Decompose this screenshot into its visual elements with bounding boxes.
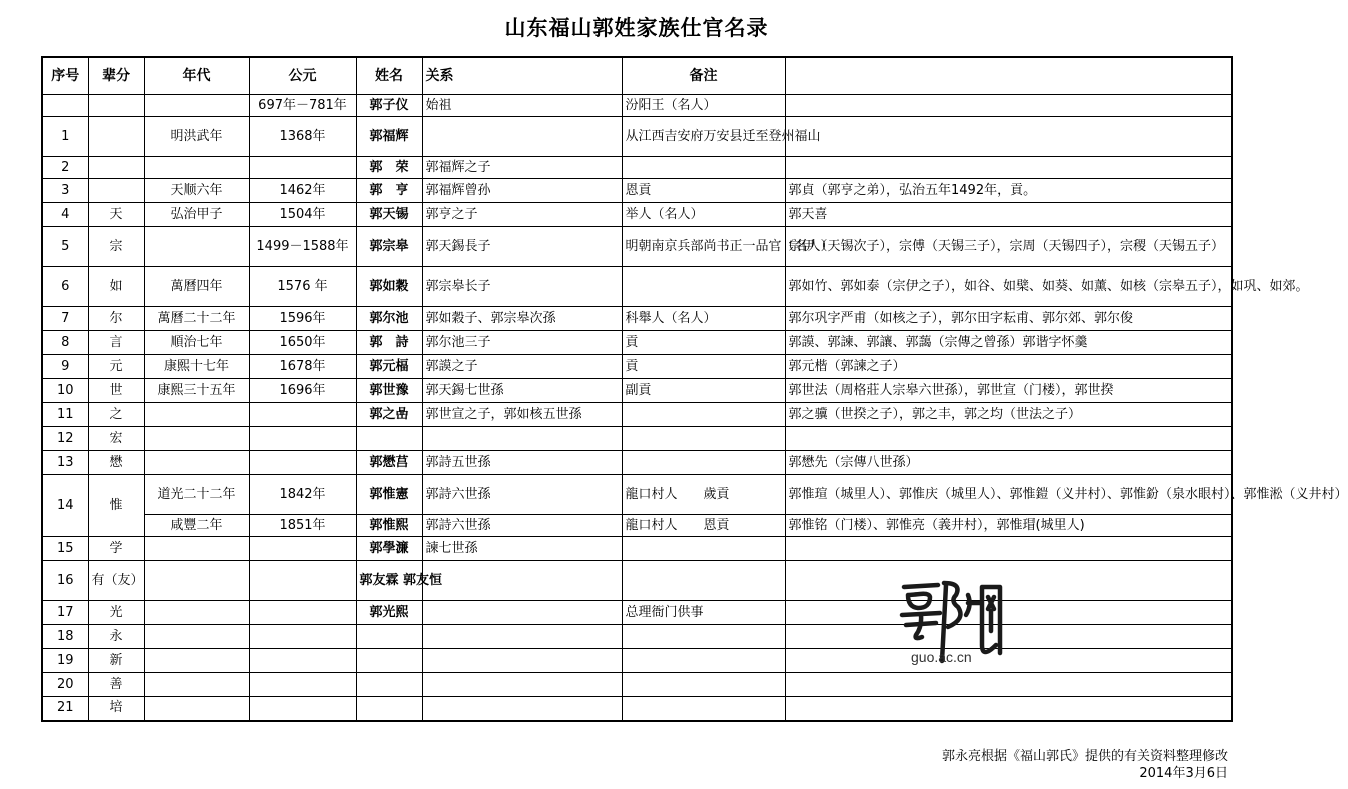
era-cell <box>144 427 249 451</box>
table-header <box>42 57 1232 95</box>
year-cell: 1462年 <box>249 179 356 203</box>
note-cell: 从江西吉安府万安县迁至登州福山 <box>622 117 785 157</box>
extra-cell: 郭懋先（宗傳八世孫） <box>785 451 1232 475</box>
note-cell <box>622 427 785 451</box>
header-year: 公元 <box>249 57 356 95</box>
year-cell <box>249 561 356 601</box>
name-cell: 郭懋莒 <box>356 451 422 475</box>
name-cell: 郭學濂 <box>356 537 422 561</box>
name-cell: 郭友霖 郭友恒 <box>356 561 422 601</box>
note-cell: 貢 <box>622 331 785 355</box>
extra-cell: 郭謨、郭諫、郭讓、郭藹（宗傳之曾孫）郭谐字怀羹 <box>785 331 1232 355</box>
header-era: 年代 <box>144 57 249 95</box>
header-no: 序号 <box>42 57 88 95</box>
extra-cell: 郭如竹、郭如泰（宗伊之子），如谷、如檗、如葵、如薰、如核（宗皋五子），如巩、如郊。 <box>785 267 1232 307</box>
note-cell: 举人（名人） <box>622 203 785 227</box>
era-cell <box>144 227 249 267</box>
relation-cell: 郭福辉曾孙 <box>422 179 622 203</box>
extra-cell: 郭尔巩字严甫（如核之子），郭尔田字耘甫、郭尔郊、郭尔俊 <box>785 307 1232 331</box>
year-cell <box>249 697 356 721</box>
year-cell: 1650年 <box>249 331 356 355</box>
table-row <box>42 179 1232 203</box>
row-number: 13 <box>42 451 88 475</box>
table-row <box>42 379 1232 403</box>
era-cell: 康熙三十五年 <box>144 379 249 403</box>
year-cell: 1842年 <box>249 475 356 515</box>
table-row <box>42 561 1232 601</box>
generation-cell: 如 <box>88 267 144 307</box>
extra-cell: 郭惟铭（门楼）、郭惟亮（義井村），郭惟瑁(城里人) <box>785 515 1232 537</box>
generation-cell: 宏 <box>88 427 144 451</box>
generation-cell: 善 <box>88 673 144 697</box>
table-row <box>42 537 1232 561</box>
relation-cell: 郭詩五世孫 <box>422 451 622 475</box>
relation-cell <box>422 697 622 721</box>
note-cell <box>622 649 785 673</box>
year-cell: 1596年 <box>249 307 356 331</box>
era-cell <box>144 673 249 697</box>
year-cell <box>249 157 356 179</box>
row-number: 18 <box>42 625 88 649</box>
extra-cell <box>785 427 1232 451</box>
extra-cell: 郭貞（郭亨之弟），弘治五年1492年，貢。 <box>785 179 1232 203</box>
note-cell <box>622 697 785 721</box>
extra-cell <box>785 649 1232 673</box>
extra-cell <box>785 157 1232 179</box>
relation-cell: 始祖 <box>422 95 622 117</box>
note-cell: 龍口村人 恩貢 <box>622 515 785 537</box>
roster-table <box>41 56 1348 722</box>
name-cell: 郭宗皋 <box>356 227 422 267</box>
row-number: 20 <box>42 673 88 697</box>
name-cell <box>356 649 422 673</box>
era-cell: 弘治甲子 <box>144 203 249 227</box>
relation-cell: 郭詩六世孫 <box>422 475 622 515</box>
year-cell <box>249 625 356 649</box>
name-cell: 郭元楅 <box>356 355 422 379</box>
row-number: 21 <box>42 697 88 721</box>
table-row <box>42 515 1232 537</box>
relation-cell: 郭福辉之子 <box>422 157 622 179</box>
header-note: 备注 <box>622 57 785 95</box>
extra-cell: 郭元楷（郭諫之子） <box>785 355 1232 379</box>
era-cell: 康熙十七年 <box>144 355 249 379</box>
era-cell <box>144 403 249 427</box>
name-cell: 郭 詩 <box>356 331 422 355</box>
table-row <box>42 203 1232 227</box>
name-cell <box>356 625 422 649</box>
note-cell: 汾阳王（名人） <box>622 95 785 117</box>
name-cell <box>356 427 422 451</box>
table-row <box>42 331 1232 355</box>
note-cell: 副貢 <box>622 379 785 403</box>
header-name: 姓名 <box>356 57 422 95</box>
era-cell <box>144 95 249 117</box>
row-number: 15 <box>42 537 88 561</box>
year-cell: 1499－1588年 <box>249 227 356 267</box>
name-cell: 郭如穀 <box>356 267 422 307</box>
table-row <box>42 475 1232 515</box>
generation-cell: 天 <box>88 203 144 227</box>
page-title: 山东福山郭姓家族仕官名录 <box>504 16 769 40</box>
relation-cell: 郭謨之子 <box>422 355 622 379</box>
generation-cell: 永 <box>88 625 144 649</box>
row-number: 19 <box>42 649 88 673</box>
table-row <box>42 403 1232 427</box>
era-cell <box>144 157 249 179</box>
note-cell <box>622 561 785 601</box>
relation-cell: 郭天錫長子 <box>422 227 622 267</box>
row-number: 17 <box>42 601 88 625</box>
name-cell: 郭世豫 <box>356 379 422 403</box>
table-row <box>42 227 1232 267</box>
header-relation: 关系 <box>422 57 622 95</box>
relation-cell: 郭世宣之子，郭如核五世孫 <box>422 403 622 427</box>
year-cell: 1696年 <box>249 379 356 403</box>
generation-cell: 惟 <box>88 475 144 537</box>
table-row <box>42 673 1232 697</box>
generation-cell: 之 <box>88 403 144 427</box>
row-number: 2 <box>42 157 88 179</box>
table-row <box>42 355 1232 379</box>
table-row <box>42 157 1232 179</box>
extra-cell <box>785 117 1232 157</box>
relation-cell: 郭天錫七世孫 <box>422 379 622 403</box>
extra-cell <box>785 697 1232 721</box>
era-cell <box>144 451 249 475</box>
row-number: 12 <box>42 427 88 451</box>
table-row <box>42 267 1232 307</box>
row-number: 3 <box>42 179 88 203</box>
row-number: 14 <box>42 475 88 537</box>
note-cell <box>622 537 785 561</box>
era-cell: 萬曆二十二年 <box>144 307 249 331</box>
generation-cell <box>88 179 144 203</box>
era-cell: 明洪武年 <box>144 117 249 157</box>
note-cell: 明朝南京兵部尚书正一品官（名人） <box>622 227 785 267</box>
name-cell: 郭惟熙 <box>356 515 422 537</box>
year-cell <box>249 427 356 451</box>
relation-cell: 郭宗皋长子 <box>422 267 622 307</box>
note-cell: 龍口村人 歲貢 <box>622 475 785 515</box>
relation-cell: 郭亨之子 <box>422 203 622 227</box>
era-cell <box>144 601 249 625</box>
header-extra <box>785 57 1232 95</box>
year-cell <box>249 403 356 427</box>
era-cell <box>144 561 249 601</box>
name-cell: 郭子仪 <box>356 95 422 117</box>
relation-cell <box>422 427 622 451</box>
year-cell: 1678年 <box>249 355 356 379</box>
relation-cell: 郭詩六世孫 <box>422 515 622 537</box>
note-cell: 科舉人（名人） <box>622 307 785 331</box>
table-row <box>42 601 1232 625</box>
note-cell <box>622 267 785 307</box>
extra-cell <box>785 625 1232 649</box>
name-cell: 郭光熙 <box>356 601 422 625</box>
year-cell <box>249 537 356 561</box>
footer-date: 2014年3月6日 <box>1139 766 1228 781</box>
generation-cell: 言 <box>88 331 144 355</box>
row-number: 9 <box>42 355 88 379</box>
generation-cell <box>88 95 144 117</box>
generation-cell: 元 <box>88 355 144 379</box>
era-cell: 道光二十二年 <box>144 475 249 515</box>
extra-cell: 郭世法（周格莊人宗皋六世孫），郭世宣（门楼），郭世揆 <box>785 379 1232 403</box>
name-cell: 郭 亨 <box>356 179 422 203</box>
year-cell: 697年－781年 <box>249 95 356 117</box>
name-cell: 郭 荣 <box>356 157 422 179</box>
generation-cell: 宗 <box>88 227 144 267</box>
generation-cell: 有（友） <box>88 561 144 601</box>
generation-cell: 尔 <box>88 307 144 331</box>
roster-body <box>42 57 1348 721</box>
row-number: 1 <box>42 117 88 157</box>
year-cell: 1851年 <box>249 515 356 537</box>
era-cell: 咸豐二年 <box>144 515 249 537</box>
generation-cell: 学 <box>88 537 144 561</box>
watermark-url: guo.ac.cn <box>911 649 972 665</box>
era-cell <box>144 625 249 649</box>
year-cell <box>249 673 356 697</box>
era-cell: 順治七年 <box>144 331 249 355</box>
table-row <box>42 625 1232 649</box>
note-cell: 貢 <box>622 355 785 379</box>
table-row <box>42 427 1232 451</box>
table-row <box>42 117 1232 157</box>
relation-cell <box>422 625 622 649</box>
row-number: 6 <box>42 267 88 307</box>
note-cell <box>622 451 785 475</box>
era-cell: 萬曆四年 <box>144 267 249 307</box>
generation-cell <box>88 157 144 179</box>
table-row <box>42 307 1232 331</box>
era-cell <box>144 697 249 721</box>
era-cell: 天顺六年 <box>144 179 249 203</box>
table-row <box>42 649 1232 673</box>
row-number: 10 <box>42 379 88 403</box>
name-cell: 郭之嵒 <box>356 403 422 427</box>
note-cell <box>622 625 785 649</box>
generation-cell <box>88 117 144 157</box>
row-number: 8 <box>42 331 88 355</box>
era-cell <box>144 649 249 673</box>
year-cell <box>249 601 356 625</box>
row-number <box>42 95 88 117</box>
year-cell <box>249 649 356 673</box>
relation-cell <box>422 649 622 673</box>
relation-cell: 諫七世孫 <box>422 537 622 561</box>
generation-cell: 新 <box>88 649 144 673</box>
header-generation: 辈分 <box>88 57 144 95</box>
relation-cell: 郭如穀子、郭宗皋次孫 <box>422 307 622 331</box>
extra-cell <box>785 601 1232 625</box>
extra-cell <box>785 673 1232 697</box>
note-cell <box>622 157 785 179</box>
footer <box>942 748 1228 782</box>
year-cell: 1504年 <box>249 203 356 227</box>
relation-cell: 郭尔池三子 <box>422 331 622 355</box>
row-number: 7 <box>42 307 88 331</box>
row-number: 11 <box>42 403 88 427</box>
extra-cell: 郭之骥（世揆之子），郭之丰，郭之均（世法之子） <box>785 403 1232 427</box>
year-cell <box>249 451 356 475</box>
name-cell <box>356 697 422 721</box>
table-row <box>42 451 1232 475</box>
relation-cell <box>422 117 622 157</box>
note-cell: 恩貢 <box>622 179 785 203</box>
relation-cell <box>422 673 622 697</box>
year-cell: 1576 年 <box>249 267 356 307</box>
note-cell <box>622 403 785 427</box>
name-cell: 郭尔池 <box>356 307 422 331</box>
extra-cell: 郭惟瑄（城里人）、郭惟庆（城里人）、郭惟鎧（义井村）、郭惟鈖（泉水眼村）、郭惟淞（义井村） <box>785 475 1232 515</box>
table-row <box>42 95 1232 117</box>
note-cell <box>622 673 785 697</box>
generation-cell: 懋 <box>88 451 144 475</box>
generation-cell: 培 <box>88 697 144 721</box>
generation-cell: 光 <box>88 601 144 625</box>
footer-credit: 郭永亮根据《福山郭氏》提供的有关资料整理修改 <box>941 749 1228 764</box>
relation-cell <box>422 601 622 625</box>
generation-cell: 世 <box>88 379 144 403</box>
name-cell: 郭天锡 <box>356 203 422 227</box>
note-cell: 总理衙门供事 <box>622 601 785 625</box>
extra-cell <box>785 561 1232 601</box>
era-cell <box>144 537 249 561</box>
row-number: 5 <box>42 227 88 267</box>
extra-cell <box>785 95 1232 117</box>
row-number: 4 <box>42 203 88 227</box>
table-row <box>42 697 1232 721</box>
year-cell: 1368年 <box>249 117 356 157</box>
relation-cell <box>422 561 622 601</box>
extra-cell <box>785 537 1232 561</box>
row-number: 16 <box>42 561 88 601</box>
extra-cell: 宗伊（天锡次子），宗傅（天锡三子），宗周（天锡四子），宗稷（天锡五子） <box>785 227 1232 267</box>
name-cell: 郭惟憲 <box>356 475 422 515</box>
name-cell <box>356 673 422 697</box>
name-cell: 郭福辉 <box>356 117 422 157</box>
extra-cell: 郭天喜 <box>785 203 1232 227</box>
